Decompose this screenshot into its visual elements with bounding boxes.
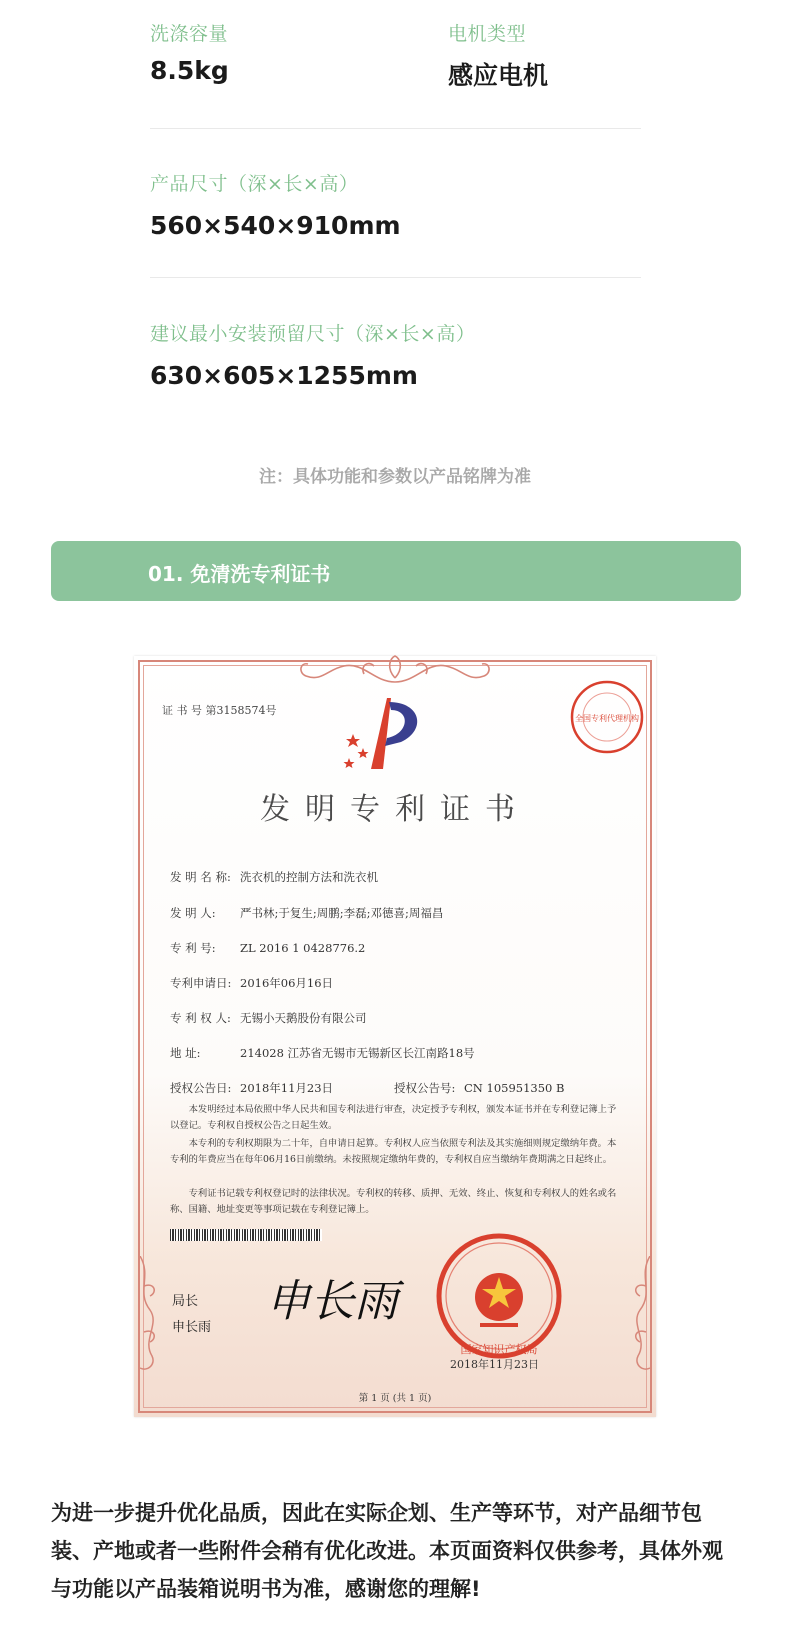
spec-install (150, 319, 475, 390)
certificate-paragraph: 本专利的专利权期限为二十年，自申请日起算。专利权人应当依照专利法及其实施细则规定缴纳年费。本专利的年费应当在每年06月16日前缴纳。未按照规定缴纳年费的，专利权自应当缴纳年费期满之日起终止。 (170, 1138, 617, 1165)
field-grant-number (394, 1080, 564, 1096)
spec-size (150, 169, 401, 240)
certificate-paragraph: 本发明经过本局依照中华人民共和国专利法进行审查，决定授予专利权，颁发本证书并在专利登记簿上予以登记。专利权自授权公告之日起生效。 (170, 1104, 617, 1131)
section-header (51, 541, 741, 601)
spec-capacity-label: 洗涤容量 (150, 23, 229, 45)
signature-icon (262, 1264, 422, 1334)
official-seal-icon (434, 1231, 564, 1361)
spec-motor (448, 19, 548, 92)
signature-text: 申长雨 (266, 1276, 398, 1327)
field-key: 授权公告日: (170, 1081, 232, 1095)
spec-motor-label: 电机类型 (448, 23, 527, 45)
field-key: 授权公告号: (394, 1081, 456, 1095)
field-patentee (170, 1010, 367, 1026)
seal-text: 国家知识产权局 (460, 1343, 538, 1356)
page-number: 第 1 页 (共 1 页) (358, 1393, 432, 1404)
field-invention-name (170, 869, 378, 885)
field-key: 专 利 权 人: (170, 1011, 231, 1025)
barcode (170, 1229, 322, 1241)
field-application-date (170, 975, 333, 991)
field-value: 无锡小天鹅股份有限公司 (240, 1011, 367, 1025)
field-value: ZL 2016 1 0428776.2 (240, 941, 366, 955)
spec-size-label: 产品尺寸（深×长×高） (150, 173, 359, 195)
spec-capacity-value: 8.5kg (150, 56, 229, 85)
field-key: 专 利 号: (170, 941, 216, 955)
chief-name: 申长雨 (172, 1320, 212, 1335)
disclaimer-text: 为进一步提升优化品质，因此在实际企划、生产等环节，对产品细节包装、产地或者一些附件会稍有优化改进。本页面资料仅供参考，具体外观与功能以产品装箱说明书为准，感谢您的理解! (51, 1501, 723, 1601)
field-patent-number (170, 940, 365, 956)
field-grant-date (170, 1080, 333, 1096)
spec-install-value: 630×605×1255mm (150, 361, 418, 390)
top-ornament-icon (294, 652, 496, 686)
small-seal-icon (568, 678, 646, 756)
spec-capacity (150, 19, 229, 85)
chief-title: 局长 (172, 1294, 199, 1309)
field-key: 发 明 名 称: (170, 870, 231, 884)
field-inventors (170, 905, 443, 921)
spec-install-label: 建议最小安装预留尺寸（深×长×高） (150, 323, 476, 345)
spec-note: 注：具体功能和参数以产品铭牌为准 (259, 467, 531, 487)
field-value: 2018年11月23日 (240, 1081, 334, 1095)
divider (150, 128, 641, 129)
spec-size-value: 560×540×910mm (150, 211, 401, 240)
patent-logo-icon (341, 694, 431, 774)
certificate-paragraph: 专利证书记载专利权登记时的法律状况。专利权的转移、质押、无效、终止、恢复和专利权人的姓名或名称、国籍、地址变更等事项记载在专利登记簿上。 (170, 1188, 617, 1215)
patent-certificate (134, 656, 656, 1417)
right-ornament-icon (618, 1256, 658, 1376)
small-seal-text: 全国专利代理机构 (575, 714, 639, 723)
certificate-title: 发明专利证书 (260, 792, 530, 827)
spec-motor-value: 感应电机 (448, 61, 549, 90)
field-value: 214028 江苏省无锡市无锡新区长江南路18号 (240, 1046, 475, 1060)
field-address (170, 1045, 475, 1061)
field-value: CN 105951350 B (464, 1081, 565, 1095)
left-ornament-icon (132, 1256, 172, 1376)
certificate-number: 证 书 号 第3158574号 (162, 704, 277, 717)
field-value: 洗衣机的控制方法和洗衣机 (240, 870, 378, 884)
divider (150, 277, 641, 278)
field-value: 2016年06月16日 (240, 976, 334, 990)
seal-date: 2018年11月23日 (450, 1358, 539, 1371)
field-value: 严书林;于复生;周鹏;李磊;邓德喜;周福昌 (240, 906, 444, 920)
field-key: 地 址: (170, 1046, 201, 1060)
section-title: 01. 免清洗专利证书 (148, 562, 331, 586)
field-key: 专利申请日: (170, 976, 232, 990)
field-key: 发 明 人: (170, 906, 216, 920)
